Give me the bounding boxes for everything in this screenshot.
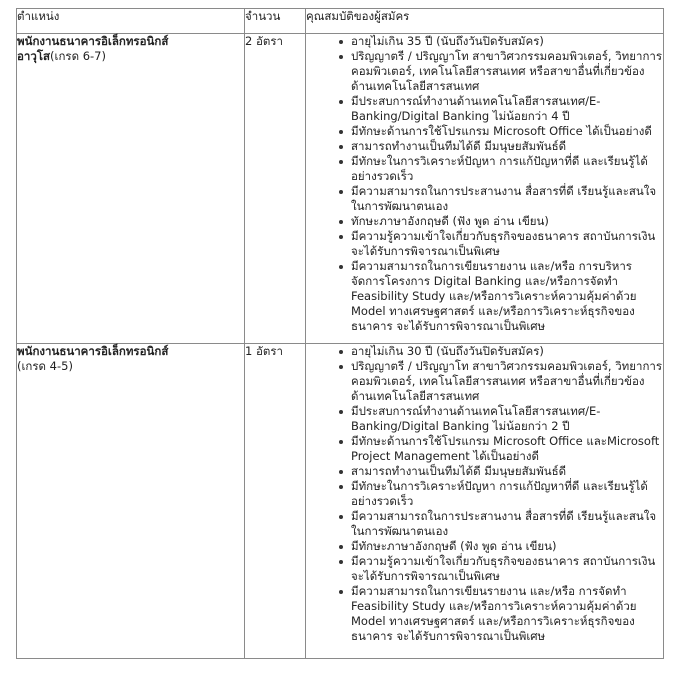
qualification-text: มีทักษะด้านการใช้โปรแกรม Microsoft Office ได้เป็นอย่างดี: [351, 124, 652, 138]
qualification-text: มีประสบการณ์ทำงานด้านเทคโนโลยีสารสนเทศ/E-Banking/Digital Banking ไม่น้อยกว่า 4 ปี: [351, 94, 601, 123]
position-cell: [17, 34, 245, 344]
bullet-icon: [339, 235, 343, 239]
header-count: จำนวน: [245, 9, 306, 34]
bullet-icon: [339, 130, 343, 134]
bullet-icon: [339, 365, 343, 369]
qualification-text: สามารถทำงานเป็นทีมได้ดี มีมนุษยสัมพันธ์ดี: [351, 464, 567, 478]
table-header-row: [17, 9, 664, 34]
qualification-text: มีทักษะด้านการใช้โปรแกรม Microsoft Office และMicrosoft Project Management ได้เป็นอย่างดี: [351, 434, 660, 463]
bullet-icon: [339, 410, 343, 414]
position-cell: [17, 344, 245, 659]
qualification-text: มีความรู้ความเข้าใจเกี่ยวกับธุรกิจของธนาคาร สถาบันการเงิน จะได้รับการพิจารณาเป็นพิเศษ: [351, 229, 656, 258]
qualification-text: มีประสบการณ์ทำงานด้านเทคโนโลยีสารสนเทศ/E-Banking/Digital Banking ไม่น้อยกว่า 2 ปี: [351, 404, 601, 433]
list-item: [351, 539, 663, 554]
bullet-icon: [339, 590, 343, 594]
qualification-text: ทักษะภาษาอังกฤษดี (ฟัง พูด อ่าน เขียน): [351, 214, 549, 228]
list-item: [351, 554, 663, 584]
list-item: [351, 359, 663, 404]
table-row: [17, 344, 664, 659]
qualification-text: ปริญญาตรี / ปริญญาโท สาขาวิศวกรรมคอมพิวเตอร์, วิทยาการคอมพิวเตอร์, เทคโนโลยีสารสนเทศ หรือสาขาอื่นที่เกี่ยวข้องด้านเทคโนโลยีสารสนเทศ: [351, 359, 663, 403]
list-item: [351, 34, 663, 49]
bullet-icon: [339, 55, 343, 59]
bullet-icon: [339, 470, 343, 474]
list-item: [351, 344, 663, 359]
list-item: [351, 584, 663, 644]
position-name: พนักงานธนาคารอิเล็กทรอนิกส์: [17, 34, 169, 48]
qualification-text: ปริญญาตรี / ปริญญาโท สาขาวิศวกรรมคอมพิวเตอร์, วิทยาการคอมพิวเตอร์, เทคโนโลยีสารสนเทศ หรือสาขาอื่นที่เกี่ยวข้องด้านเทคโนโลยีสารสนเทศ: [351, 49, 663, 93]
list-item: [351, 124, 663, 139]
qualification-text: มีความสามารถในการประสานงาน สื่อสารที่ดี เรียนรู้และสนใจในการพัฒนาตนเอง: [351, 184, 657, 213]
position-title: อาวุโส: [17, 49, 51, 63]
bullet-icon: [339, 190, 343, 194]
qualification-text: มีความสามารถในการประสานงาน สื่อสารที่ดี เรียนรู้และสนใจในการพัฒนาตนเอง: [351, 509, 657, 538]
list-item: [351, 49, 663, 94]
qualification-text: อายุไม่เกิน 35 ปี (นับถึงวันปิดรับสมัคร): [351, 34, 544, 48]
bullet-icon: [339, 560, 343, 564]
position-name: พนักงานธนาคารอิเล็กทรอนิกส์: [17, 344, 169, 358]
position-grade: (เกรด 4-5): [17, 359, 73, 373]
bullet-icon: [339, 545, 343, 549]
qualification-text: มีความรู้ความเข้าใจเกี่ยวกับธุรกิจของธนาคาร สถาบันการเงิน จะได้รับการพิจารณาเป็นพิเศษ: [351, 554, 656, 583]
list-item: [351, 214, 663, 229]
count-cell: 1 อัตรา: [245, 344, 306, 659]
list-item: [351, 94, 663, 124]
bullet-icon: [339, 265, 343, 269]
list-item: [351, 464, 663, 479]
qualification-list: [306, 34, 663, 334]
qualification-text: มีทักษะภาษาอังกฤษดี (ฟัง พูด อ่าน เขียน): [351, 539, 557, 553]
list-item: [351, 479, 663, 509]
header-position: ตำแหน่ง: [17, 9, 245, 34]
list-item: [351, 229, 663, 259]
qualification-text: มีความสามารถในการเขียนรายงาน และ/หรือ การบริหารจัดการโครงการ Digital Banking และ/หรือการจัดทำ Feasibility Study และ/หรือการวิเคราะห์ความคุ้มค่าด้วย Model ทางเศรษฐศาสตร์ และ/หรือการวิเคราะห์ธุรกิจของธนาคาร จะได้รับการพิจารณาเป็นพิเศษ: [351, 259, 637, 333]
qualification-list: [306, 344, 663, 644]
table-row: [17, 34, 664, 344]
list-item: [351, 259, 663, 334]
qualification-text: สามารถทำงานเป็นทีมได้ดี มีมนุษยสัมพันธ์ดี: [351, 139, 567, 153]
list-item: [351, 154, 663, 184]
qualification-text: อายุไม่เกิน 30 ปี (นับถึงวันปิดรับสมัคร): [351, 344, 544, 358]
qualification-text: มีทักษะในการวิเคราะห์ปัญหา การแก้ปัญหาที่ดี และเรียนรู้ได้อย่างรวดเร็ว: [351, 479, 648, 508]
job-table: [16, 8, 664, 659]
count-cell: 2 อัตรา: [245, 34, 306, 344]
bullet-icon: [339, 440, 343, 444]
header-qualifications: คุณสมบัติของผู้สมัคร: [306, 9, 664, 34]
list-item: [351, 139, 663, 154]
bullet-icon: [339, 160, 343, 164]
qualification-text: มีทักษะในการวิเคราะห์ปัญหา การแก้ปัญหาที่ดี และเรียนรู้ได้อย่างรวดเร็ว: [351, 154, 648, 183]
position-grade: (เกรด 6-7): [50, 49, 106, 63]
list-item: [351, 509, 663, 539]
bullet-icon: [339, 515, 343, 519]
bullet-icon: [339, 100, 343, 104]
list-item: [351, 404, 663, 434]
bullet-icon: [339, 220, 343, 224]
list-item: [351, 184, 663, 214]
list-item: [351, 434, 663, 464]
bullet-icon: [339, 145, 343, 149]
bullet-icon: [339, 350, 343, 354]
qualifications-cell: [306, 34, 664, 344]
qualifications-cell: [306, 344, 664, 659]
bullet-icon: [339, 40, 343, 44]
qualification-text: มีความสามารถในการเขียนรายงาน และ/หรือ การจัดทำ Feasibility Study และ/หรือการวิเคราะห์ความคุ้มค่าด้วย Model ทางเศรษฐศาสตร์ และ/หรือการวิเคราะห์ธุรกิจของธนาคาร จะได้รับการพิจารณาเป็นพิเศษ: [351, 584, 637, 643]
bullet-icon: [339, 485, 343, 489]
